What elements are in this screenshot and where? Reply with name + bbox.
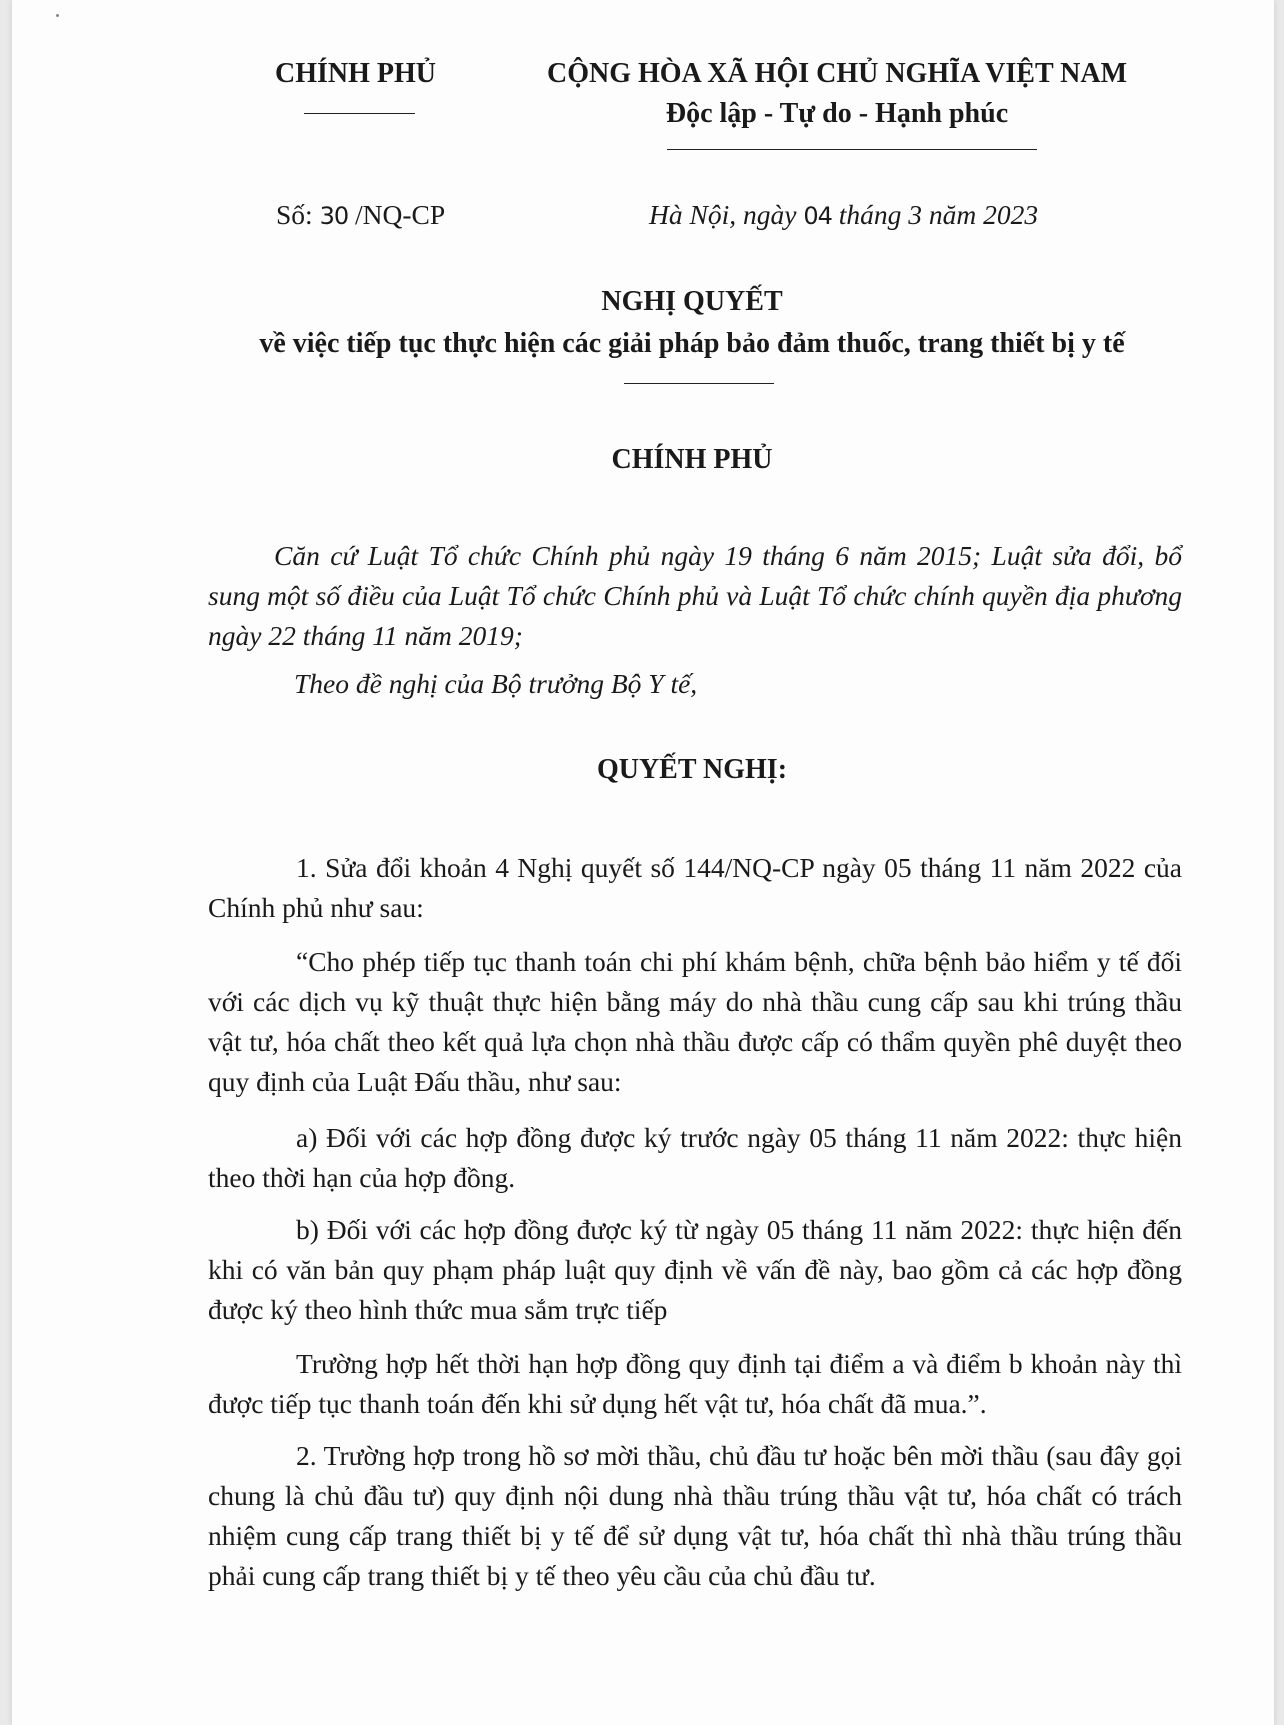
document-type: NGHỊ QUYẾT [601, 286, 783, 317]
date-prefix: Hà Nội, ngày [649, 199, 804, 230]
article-1-point-b: b) Đối với các hợp đồng được ký từ ngày 05 tháng 11 năm 2022: thực hiện đến khi có văn bản quy phạm pháp luật quy định về vấn đề này, bao gồm cả các hợp đồng được ký theo hình thức mua sắm trực tiếp [208, 1214, 1182, 1325]
number-suffix: /NQ-CP [348, 199, 446, 230]
document-subject: về việc tiếp tục thực hiện các giải pháp bảo đảm thuốc, trang thiết bị y tế [259, 328, 1125, 359]
article-2: 2. Trường hợp trong hồ sơ mời thầu, chủ đầu tư hoặc bên mời thầu (sau đây gọi chung là chủ đầu tư) quy định nội dung nhà thầu trúng thầu vật tư, hóa chất có trách nhiệm cung cấp trang thiết bị y tế để sử dụng vật tư, hóa chất thì nhà thầu trúng thầu phải cung cấp trang thiết bị y tế theo yêu cầu của chủ đầu tư. [208, 1440, 1182, 1591]
article-1-point-a: a) Đối với các hợp đồng được ký trước ngày 05 tháng 11 năm 2022: thực hiện theo thời hạn của hợp đồng. [208, 1122, 1182, 1193]
motto-underline [667, 149, 1037, 150]
article-1-closing: Trường hợp hết thời hạn hợp đồng quy định tại điểm a và điểm b khoản này thì được tiếp tục thanh toán đến khi sử dụng hết vật tư, hóa chất đã mua.”. [208, 1348, 1182, 1419]
place-and-date [649, 199, 1038, 231]
document-number [276, 199, 445, 231]
national-motto: Độc lập - Tự do - Hạnh phúc [665, 98, 1009, 129]
agency-underline [304, 113, 415, 114]
decision-heading: QUYẾT NGHỊ: [596, 754, 788, 785]
handwritten-number: 30 [319, 202, 349, 230]
issuer-heading: CHÍNH PHỦ [611, 444, 773, 475]
article-1-intro: 1. Sửa đổi khoản 4 Nghị quyết số 144/NQ-CP ngày 05 tháng 11 năm 2022 của Chính phủ như sau: [208, 852, 1182, 923]
preamble-legal-basis: Căn cứ Luật Tổ chức Chính phủ ngày 19 tháng 6 năm 2015; Luật sửa đổi, bổ sung một số điều của Luật Tổ chức Chính phủ và Luật Tổ chức chính quyền địa phương ngày 22 tháng 11 năm 2019; [208, 540, 1182, 651]
date-suffix: tháng 3 năm 2023 [831, 199, 1039, 230]
article-1-quote: “Cho phép tiếp tục thanh toán chi phí khám bệnh, chữa bệnh bảo hiểm y tế đối với các dịch vụ kỹ thuật thực hiện bằng máy do nhà thầu cung cấp sau khi trúng thầu vật tư, hóa chất theo kết quả lựa chọn nhà thầu được cấp có thẩm quyền phê duyệt theo quy định của Luật Đấu thầu, như sau: [208, 946, 1182, 1097]
country-name: CỘNG HÒA XÃ HỘI CHỦ NGHĨA VIỆT NAM [546, 58, 1128, 89]
handwritten-day: 04 [803, 202, 832, 230]
agency-name: CHÍNH PHỦ [275, 58, 436, 89]
scan-speck [56, 14, 59, 17]
preamble-proposal: Theo đề nghị của Bộ trưởng Bộ Y tế, [294, 668, 698, 699]
document-page [12, 0, 1274, 1725]
title-underline [624, 383, 774, 384]
number-prefix: Số: [276, 199, 320, 230]
